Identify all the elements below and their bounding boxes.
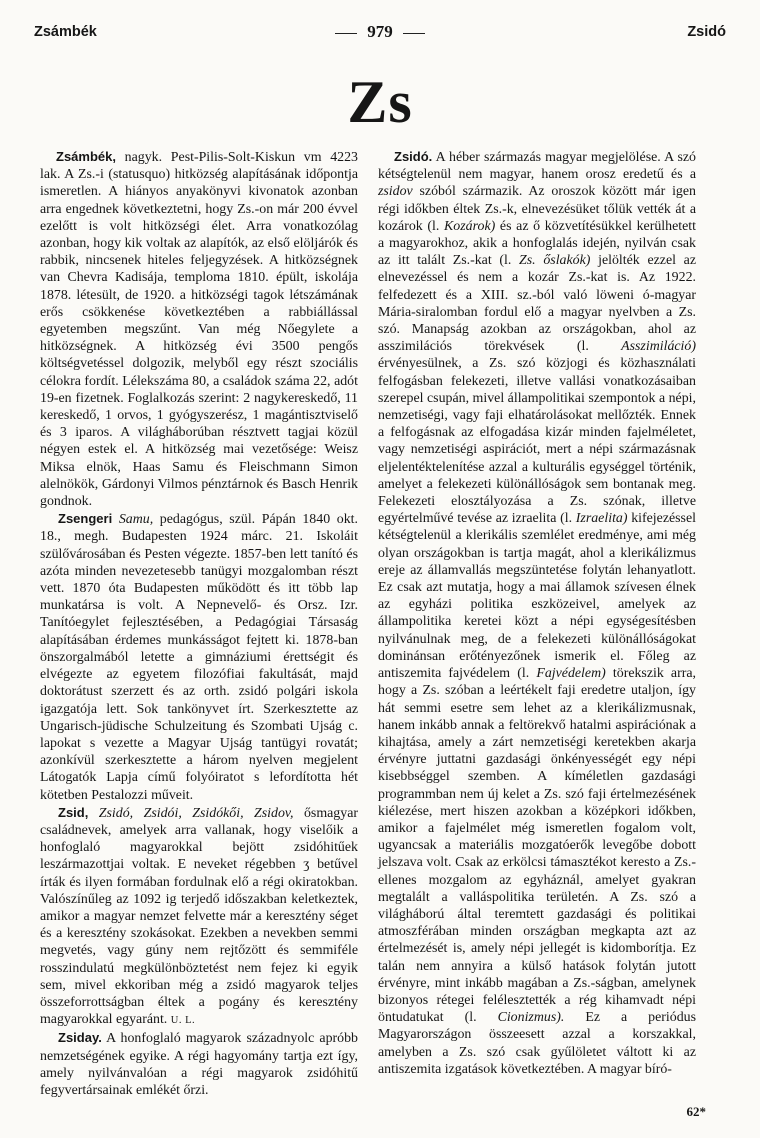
running-header — [34, 20, 726, 44]
section-letter: Zs — [347, 69, 413, 135]
italic-ref: zsidov — [378, 184, 413, 200]
headword: Zsengeri — [58, 511, 113, 527]
variants: Zsidó, Zsidói, Zsidókői, Zsidov, — [98, 805, 294, 821]
text-part: és az ő közvetítésükkel kerülhetett a magyarokhoz, akik a honfoglalás idején, nyilván csak az itt talált Zs.-kat (l. — [378, 218, 697, 269]
header-right-word: Zsidó — [687, 24, 726, 40]
entry-text: ősmagyar családnevek, amelyek arra vallanak, hogy viselőik a honfoglaló magyarokkal bejött zsidóhitűek leszármazottjai voltak. E neveket régebben ʒ betűvel írták és ilyen formában fordulnak elő a régi okiratokban. Valószínűleg az 1092 ig terjedő időszakban keletkeztek, amikor a magyar nemzet felvette már a keresztény séget és a keresztény szokásokat. Ezekben a nevekben semmi megvetés, vagy gúny nem rejtőzött és semmiféle rosszindulatú megkülönböztetést nem fejez ki egyik sem, mivel ekkoriban még a zsidó magyarok teljes összeforrottságban éltek a pogány és keresztény magyarokkal egyaránt. — [40, 805, 358, 1028]
text-part: A héber származás magyar megjelölése. A szó kétségtelenül nem magyar, hanem orosz eredetű és a — [378, 150, 696, 183]
entry-text: pedagógus, szül. Pápán 1840 okt. 18., megh. Budapesten 1924 márc. 21. Iskoláit szülővárosában és Pesten végezte. 1857-ben lett tanító és azóta minden nevezetesebb tanügyi mozgalomban részt vett. 1870 óta Budapesten működött és itt több lap munkatársa is volt. A Nepnevelő- és Orsz. Izr. Tanítóegylet fejlesztésében, a Pedagógiai Társaság alapításában érdemes munkásságot fejtett ki. 1878-ban önszorgalmából letette a gimnáziumi érettségit és elvégezte az egyetem filozófiai fakultását, majd doktorátust szerzett és az orth. zsidó polgári iskola igazgatója lett. Sok tankönyvet írt. Szerkesztette az Ungarisch-jüdische Schulzeitung és Szombati Ujság c. lapokat s vezette a Magyar Ujság tantügyi rovatát; azonkívül szerkesztette a három nyelven megjelent Látogatók Lapja című folyóiratot s lefordította hét kötetben Pestalozzi műveit. — [40, 512, 358, 803]
entry-text: A honfoglaló magyarok századnyolc apróbb nemzetségének egyike. A régi hagyomány tartja ezt így, amely nyilvánvalóan a régi magyarok zsidóhitű fegyvertársainak emlékét őrzi. — [40, 1031, 358, 1098]
cross-reference[interactable]: Kozárok) — [444, 218, 496, 234]
printer-signature: 62* — [686, 1104, 706, 1119]
right-column — [378, 148, 696, 1078]
dash-right — [403, 33, 425, 34]
author-signature: U. L. — [170, 1015, 196, 1027]
entry-zsido — [378, 148, 696, 1078]
entry-text: nagyk. Pest-Pilis-Solt-Kiskun vm 4223 lak. A Zs.-i (statusquo) hitközség alapításának időpontja ismeretlen. A hiányos anyakönyvi kivonatok azonban arra engednek következtetni, hogy Zs.-on már 200 évvel ezelőtt is volt hitközségi élet. Arra vonatkozólag azonban, hogy kik voltak az alapítók, az első elöljárók és rabbik, nincsenek hiteles feljegyzések. A hitközségnek van Chevra Kadisája, temploma 1810. épült, iskolája 1878. létesült, de 1920. a hitközségi tagok létszámának erős csökkenése következtében a rabbiállással egyetemben megszűnt. Van még Nőegylete a hitközségnek. A hitközség évi 3500 pengős költségvetéssel dolgozik, melyből egy részt szociális célokra fordít. Lélekszáma 80, a családok száma 22, adót 19-en fizetnek. Foglalkozás szerint: 2 nagykereskedő, 11 kereskedő, 1 orvos, 1 gyógyszerész, 1 magántisztviselő és 3 iparos. A világháborúban résztvett tagjai közül négyen estek el. A hitközség mai vezetősége: Weisz Miksa elnök, Haas Samu és Fleischmann Simon alelnökök, Gárdonyi Vilmos pénztárnok és Basch Henrik gondnok. — [40, 150, 358, 510]
text-part: jelölték ezzel az elnevezéssel és nem a kozár Zs.-kat is. Az 1922. felfedezett és a XIII. sz.-ból való löweni ó-magyar Mária-siralomban fordul elő a magyar nyelvben a Zs. szó. Manapság azokban az országokban, ahol az asszimilációs törekvések (l. — [378, 253, 696, 355]
entry-zsiday — [40, 1029, 358, 1099]
headword: Zsiday. — [58, 1030, 102, 1046]
text-part: kifejezéssel kétségtelenül a klerikális szemlélet eredménye, ami még olyan országokban is tartja magát, ahol a klerikálizmus ereje az államvallás megszüntetése folytán lehanyatlott. Ez csak azt mutatja, hogy a mai államok szívesen élnek az egyházi politika eszközeivel, amelyek az állampolitika keretei közt a népi egységesítésben nyilvánulnak meg, de a felekezeti különállóságokat dominánsan erőtényezőnek ismerik el. Főleg az antiszemita fajvédelem (l. — [378, 511, 696, 682]
given-name: Samu, — [118, 512, 154, 528]
text-part: Ez a periódus Magyarországon összeesett azzal a korszakkal, amelyben a Zs. szó csak gyűlöletet váltott ki az antiszemita izgatások következtében. A magyar bíró- — [378, 1010, 697, 1077]
text-part: szóból származik. Az oroszok között már igen régi időkben éltek Zs.-k, elnevezésüket tőlük vették át a kozárok (l. — [378, 184, 696, 234]
entry-zsengeri — [40, 510, 358, 803]
page-number-text: 979 — [367, 22, 393, 41]
headword: Zsid, — [58, 804, 89, 820]
page-number — [34, 22, 726, 42]
cross-reference[interactable]: Cionizmus). — [497, 1010, 565, 1026]
entry-zsid — [40, 804, 358, 1030]
cross-reference[interactable]: Asszimiláció) — [621, 339, 696, 355]
cross-reference[interactable]: Fajvédelem) — [536, 666, 606, 682]
dash-left — [335, 33, 357, 34]
headword: Zsámbék, — [56, 149, 116, 164]
text-part: törekszik arra, hogy a Zs. szóban a leértékelt faji eredetre utaljon, így hát semmi esetre sem lehet az a klerikálizmusnak, hanem inkább annak a feltörekvő hatalmi aspirációnak a kihajtása, amely a zárt nemzetiségi keretekben akarja érvényre juttatni gazdasági önkényességét egy népi kisebbséggel szemben. A kíméletlen gazdasági programmban nem új kelet a Zs. szó faji értelmezésének kiélezése, mert hiszen azokban a középkori időkben, amikor a fajelmélet még ismeretlen fogalom volt, ugyancsak a materiális mozgatóerők levegőbe dobott jelszava volt. Csak az erkölcsi támasztékot keresto a Zs.-ellenes mozgalom az egyháznál, amelyet gyakran megtalált a valláspolitika területén. A Zs. szó a világháború által teremtett gazdasági és politikai atmoszférában minden országban megkapta azt az értelmezését is, amely népi jellegét is kidomborítja. Ez talán nem annyira a külső hatások folytán jutott érvényre, mint inkább magában a Zs.-ságban, amelynek bizonyos rétegei felélesztették a rég kihamvadt népi öntudatukat (l. — [378, 666, 696, 1026]
left-column — [40, 148, 358, 1099]
cross-reference[interactable]: Izraelita) — [575, 511, 628, 527]
entry-zsambek — [40, 148, 358, 510]
headword: Zsidó. — [394, 149, 433, 164]
header-left-word: Zsámbék — [34, 24, 97, 40]
text-part: érvényesülnek, a Zs. szó közjogi és közhasználati felfogásban felekezeti, illetve vallási vonatkozásaiban szerepel csupán, mivel állampolitikai szempontok a népi, nemzetiségi, vagy faji elhatárolásokat mellőzték. Ennek a felfogásnak az elfogadása kizár minden fajelméletet, vagy nemzetiségi aspirációt, mert a népi származásnak eljelentéktelenítése azzal a kulturális egységgel történik, amelyet a felekezeti különállóságok sem bontanak meg. Felekezeti elosztályozása a Zs. szónak, illetve egyértelművé tevése az izraelita (l. — [378, 356, 696, 527]
cross-reference[interactable]: Zs. őslakók) — [519, 253, 591, 269]
